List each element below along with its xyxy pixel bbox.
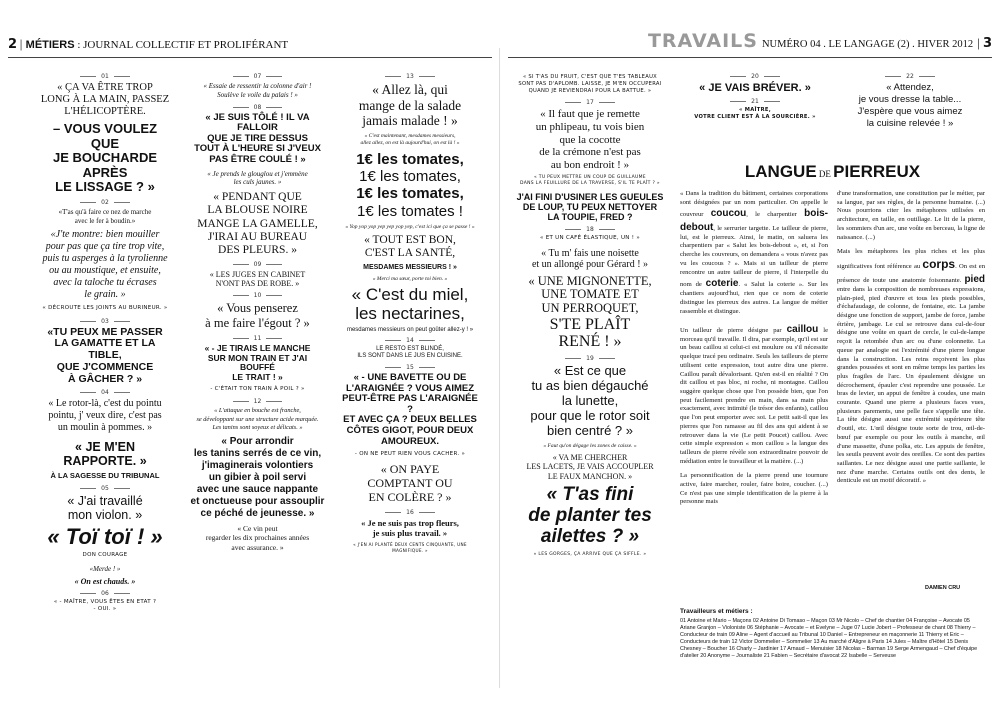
quote-line: UN PERROQUET, [541,301,639,316]
quote-line: de la crémone n'est pas [539,146,641,159]
credits [680,608,980,660]
quote-line: LE RESTO EST BLINDÉ, [376,346,444,353]
text: le morceau qu'il travaille. Il dira, par exemple, qu'il est sur un beau caillou si celui-ci est moulure ou s'il nécessite quelque tracé peu ordinaire. Seuls les tailleurs de pierre utilisent cette expression, tout autre dira une pierre. Caillou paraît dévalorisant. Qu'en est-il en réalité ? On dit caillou et pas bloc, ni roche, ni montagne. Caillou suggère quelque chose que l'on possède bien, que l'on peut facilement prendre en main, dans sa main plus exactement, avec intimité (le trésor des enfants), caillou que l'on peut emporter avec soi. Le petit sait-il que les pierres que l'on ramasse au fil des ans qui aident à se retrouver dans la vie (Le petit Poucet) caillou. Avec cette simple expression « mon caillou » la langue des tailleurs de pierre révèle son extraordinaire pouvoir de médiation entre le travailleur et la matière. (...) [680,326,828,465]
quote-09 [190,270,325,288]
quote-line: AMOUREUX. [380,435,440,447]
quote-line: LA TOUPIE, FRED ? [547,212,633,223]
page-fold [499,48,500,688]
quote-15 [340,373,480,447]
quote-line: 1€ les tomates ! [357,202,463,220]
quote-line: « SI T'AS DU FRUIT, C'EST QUE T'ES TABLEAUX [522,74,658,80]
quote-17-c [515,192,665,222]
quote-line: « J'ai travaillé [67,493,143,508]
quote-number: 16 [340,509,480,516]
quote-line: J'AI FINI D'USINER LES GUEULES [516,192,664,203]
quote-line: « PENDANT QUE [213,191,302,204]
credits-text: 01 Antoine et Mario – Maçons 02 Antoine Di Tomaso – Maçon 03 Mr Nicolo – Chef de chantier 04 Françoise – Avocate 05 Ariane Granjon – Violoniste 06 Stéphanie – Avocate – et Evelyne – Juge 07 Lucie Jobert – Professeur de chant 08 Thierry – Conducteur de train 09 Aline – Agent d'accueil au Tribunal 10 Daniel – Entrepreneur en maçonnerie 11 Thierry et Eric – Conducteurs de train 12 Victor Dommelier – Sommelier 13 Au marché d'Aligre à Paris 14 Jules – Maître d'Hôtel 15 Denis Chesney – Boucher 16 Charly – Jardinier 17 Arnaud – Menuisier 18 Nicolas – Barman 19 Serge Armengaud – Chef d'équipe d'atelier 20 Anonyme – Journaliste 21 Fabien – Secrétaire d'avocat 22 Isabelle – Serveuse [680,618,978,660]
quote-08 [190,113,325,166]
column-3 [340,70,480,558]
paragraph [680,323,828,467]
quote-13-e: MESDAMES MESSIEURS ! » [363,264,457,272]
quote-line: pointu, j' veux dire, c'est pas [48,410,162,422]
text: La personnification de la pierre prend une tournure active, faire marcher, rouler, faire boire, coucher. (...) Ce n'est pas une simple identification de la pierre à la personne mais [680,472,828,506]
quote-line: mange de la salade [358,97,462,113]
quote-line: JE BOUCHARDE APRÈS [52,150,157,180]
quote-line: « - MAÎTRE, VOUS ÊTES EN ETAT ? [53,599,157,606]
quote-line: que la cocotte [559,133,621,146]
quote-line: un gibier à poil servi [208,471,307,483]
quote-05 [40,494,170,523]
quote-number: 07 [190,73,325,80]
quote-line: PAS ÊTRE COULÉ ! » [209,154,306,165]
quote-line: au bon endroit ! » [550,158,630,171]
quote-number: 22 [835,73,985,80]
caption: - ON NE PEUT RIEN VOUS CACHER. » [354,451,466,458]
keyword: pied [964,273,986,285]
left-header: 2 | MÉTIERS : JOURNAL COLLECTIF ET PROLIFÉRANT [8,36,289,52]
quote-number: 03 [40,318,170,325]
quote-line: DE LOUP, TU PEUX NETTOYER [522,202,658,213]
quote-17-intro [515,74,665,94]
quote-line: LA BLOUSE NOIRE [207,204,308,217]
paragraph [680,472,828,507]
quote-12-c [190,524,325,552]
quote-05-title: « JE M'EN RAPPORTE. » [63,440,147,469]
quote-13-d [340,234,480,260]
quote-line: 1€ les tomates, [356,185,464,203]
right-header-rule [508,57,992,58]
quote-number: 12 [190,398,325,405]
keyword: coterie [705,278,739,290]
text: , le charpentier [746,211,797,219]
quote-number: 14 [340,337,480,344]
quote-line: SONT PAS D'APLOMB. LAISSE, JE M'EN OCCUPERAI [518,80,662,87]
quote-19-c [515,453,665,482]
title-word: LANGUE [744,162,817,181]
quote-line: avec assurance. » [231,542,284,552]
quote-06 [40,599,170,613]
quote-line: le grain. » [84,289,126,301]
quote-line: et un allongé pour Gérard ! » [531,259,649,271]
quote-line: et onctueuse pour assouplir [190,495,325,507]
quote-13-prices [340,151,480,220]
quote-19-d [515,485,665,548]
quote-16 [340,518,480,538]
quote-line: «J'te montre: bien mouiller [50,229,160,241]
quote-line: la cuisine relevée ! » [866,117,954,129]
column-1 [40,70,170,619]
quote-line: – VOUS VOULEZ QUE [52,121,158,151]
keyword: caillou [786,323,819,335]
quote-line: N'ONT PAS DE ROBE. » [215,279,300,289]
quote-number: 08 [190,104,325,111]
credits-title: Travailleurs et métiers : [680,608,753,615]
quote-number: 13 [340,73,480,80]
quote-line: « Vous penserez [217,301,298,316]
quote-18-intro: « ET UN CAFÉ ÉLASTIQUE, UN ! » [539,235,640,242]
quote-line: À GÂCHER ? » [67,372,143,385]
text: . « Salut la coterie ». Sur les chantiers aujourd'hui, rien que ce nom de coterie distingue les pierreux des autres. La langue de métier rassemble et distingue. [680,281,828,315]
quote-line: les nectarines, [355,303,465,323]
quote-17 [515,108,665,171]
quote-number: 20 [680,73,830,80]
quote-line: « ÇA VA ÊTRE TROP [57,82,153,93]
quote-line: avec une sauce nappante [196,483,319,495]
caption: « J'EN AI PLANTÉ DEUX CENTS CINQUANTE, UNE MAGNIFIQUE. » [353,542,467,553]
issue-info: NUMÉRO 04 . LE LANGAGE (2) . HIVER 2012 [761,39,974,50]
quote-line: « Tu m' fais une noisette [541,247,639,259]
quote-line: LA GAMATTE ET LA TIBLE, [54,337,156,362]
quote-number: 05 [40,485,170,492]
quote-08-c [190,191,325,257]
quote-02-b [40,229,170,301]
quote-line: « Allez là, qui [372,82,448,97]
quote-line: un moulin à pommes. » [57,422,153,434]
column-5-top [680,70,830,126]
quote-05-subtitle: À LA SAGESSE DU TRIBUNAL [50,471,160,481]
paragraph [680,190,828,317]
quote-line: - OUI. » [93,606,117,613]
quote-18 [515,248,665,271]
quote-13-f: « Merci ma sœur, porte toi bien. » [372,276,448,283]
article-signature: DAMIEN CRU [925,585,961,591]
quote-line: 1€ les tomates, [356,150,464,168]
quote-line: « Ce vin peut [237,523,278,533]
right-page-number: 3 [982,36,992,51]
quote-line: un phlipeau, tu vois bien [535,120,645,133]
quote-line: J'IRAI AU BUREAU [207,230,308,243]
text: « Dans la tradition du bâtiment, certaines corporations sont désignées par un nom particulier. On appelle le couvreur [680,190,828,219]
left-page-number: 2 [8,37,18,52]
quote-line: « - JE TIRAIS LE MANCHE [204,343,311,354]
quote-line: TOUT À L'HEURE SI J'VEUX [194,143,321,155]
quote-line: DES PLEURS. » [218,244,297,256]
quote-04 [40,398,170,434]
quote-18-b [515,275,665,351]
quote-line: UNE TOMATE ET [541,287,639,302]
quote-line: la lunette, [561,392,619,408]
quote-08-b [190,170,325,188]
article-right-column [837,190,985,492]
quote-21 [680,107,830,121]
paragraph [837,248,985,486]
quote-line: CÔTES GIGOT, POUR DEUX [346,425,474,437]
quote-01-reply [40,122,170,195]
quote-line: j'imaginerais volontiers [201,459,314,471]
quote-12 [190,407,325,432]
quote-17-b [515,175,665,187]
quote-number: 11 [190,335,325,342]
quote-line: QUE JE TIRE DESSUS [207,132,308,144]
text: d'une transformation, une constitution par le métier, par sa langue, par ses règles, de la personne humaine. (...) Nous pourrions citer les métaphores utilisées en architecture, en taille, en outillage. Le lit de la pierre, les sommiers d'un arc, une voûte en berceau, la ligne de naissance. (...) [837,190,985,241]
quote-number: 21 [680,98,830,105]
quote-line: « TU PEUX METTRE UN COUP DE GUILLAUME [534,175,646,181]
quote-line: RENÉ ! » [558,333,622,351]
quote-number: 06 [40,590,170,597]
quote-line: pour que le rotor soit [530,407,650,423]
quote-13-c: « Yop yop yop yep yep yop yep, c'est ici que ça se passe ! » [345,223,475,230]
quote-number: 09 [190,261,325,268]
quote-line: tu as bien dégauché [531,377,649,393]
quote-line: LE LISSAGE ? » [55,179,155,195]
quote-line: QUE J'COMMENCE [56,360,154,373]
quote-line: « L'attaque en bouche est franche, [214,407,301,415]
quote-line: « TOUT EST BON, [364,233,456,246]
quote-line: VOTRE CLIENT EST À LA SOURCIÈRE. » [694,114,816,121]
title-word: PIERREUX [833,162,921,181]
quote-line: « MAÎTRE, [738,107,771,114]
quote-number: 17 [515,99,665,106]
quote-number: 04 [40,389,170,396]
quote-05-c: «Merde ! » [89,564,121,573]
quote-line: EN COLÈRE ? » [368,490,452,505]
quote-13-h: mesdames messieurs on peut goûter allez-y ! » [346,327,474,334]
quote-line: MANGE LA GAMELLE, [197,217,318,230]
caption: « DÉCROUTE LES JOINTS AU BURINEUR. » [42,305,168,312]
left-journal-subtitle: : JOURNAL COLLECTIF ET PROLIFÉRANT [74,39,289,51]
quote-line: C'EST LA SANTÉ, [364,247,456,260]
quote-20: « JE VAIS BRÉVER. » [699,82,811,94]
quote-number: 18 [515,226,665,233]
text: entre dans la composition de nombreuses expressions, plain-pied, pied d'œuvre et tous les pieds possibles, d'échafaudage, de colonne, de fontaine, etc. La jambe désigne une fonction de support, jambe de force, jambe étrière, jambage. Le cul se retrouve dans cul-de-four désigne une voûte en quart de cercle, le cul-de-lampe reçoit la retombée d'un arc ou d'une colonnette. La queue par analogie est l'extrémité d'une pierre longue dans la construction. Les reins reçoivent les plus grandes poussées et sont en même temps les parties les plus fragiles de l'arc. Un épaulement désigne un décrochement, épauler c'est reprendre une poussée. Le bras de levier, un appui de fenêtre à coudes, une main courante. Quand une pierre a plusieurs faces vues, plusieurs parements, une pelle face s'appelle une tête. La tête désigne aussi une extrémité supérieure tête d'outil, etc. L'œil désigne toute sorte de trou, œil-de-bœuf par exemple ou pour les outils à manche, œil d'une massette, d'une polka, etc. Les appuis de fenêtre, les seuils peuvent avoir des oreilles. Ce sont des parties saillantes. Le nez désigne aussi une partie saillante, le nez d'une marche. Certains outils ont des dents, le denticule est un motif décoratif. » [837,285,985,485]
quote-line: J'espère que vous aimez [857,105,963,117]
quote-line: avec la taloche tu écrases [53,277,157,289]
keyword: corps [922,256,956,271]
quote-line: ET AVEC ÇA ? DEUX BELLES [343,414,477,426]
quote-line: SUR MON TRAIN ET J'AI BOUFFÉ [207,352,308,373]
column-6-top [835,70,985,134]
quote-01 [40,82,170,118]
quote-line: LE TRAIT ! » [232,371,283,382]
quote-line: « Essaie de ressentir la colonne d'air ! [203,82,312,90]
quote-19 [515,364,665,439]
quote-line: « ON PAYE [380,462,440,477]
text: . On est en présence de toute une anatomie foisonnante. [837,262,986,284]
quote-13 [340,82,480,129]
page-header [0,30,1000,56]
text: Un tailleur de pierre désigne par [680,326,782,334]
quote-line: de planter tes [528,505,652,527]
text: , le serrurier targette. Le tailleur de pierre, lui, est le pierreux. Ainsi, le matin, on saluera les charpentiers par « Salut les bois-debout », et, si l'on cherche les couvreurs, on demandera « vous n'avez pas vu les coucous ? ». Mais si un tailleur de pierre rencontre un autre tailleur de pierre, il l'interpelle du nom de [680,224,828,289]
quote-line: « - UNE BAVETTE OU DE [353,371,467,383]
quote-13-g [340,286,480,323]
quote-line: Soulève le voile du palais ! » [217,90,298,99]
quote-14 [340,346,480,359]
quote-line: bien centré ? » [546,422,633,438]
quote-line: ce péché de jeunesse. » [200,507,315,519]
quote-line: LONG À LA MAIN, PASSEZ [40,94,170,106]
quote-11 [190,344,325,382]
quote-line: allez allez, on est là aujourd'hui, on est là ! » [360,139,460,146]
quote-line: « Pour arrondir [221,435,294,447]
quote-number: 10 [190,292,325,299]
quote-number: 19 [515,355,665,362]
quote-line: PEUT-ÊTRE PAS L'ARAIGNÉE ? [342,393,478,415]
quote-line: « C'est maintenant, mesdames messieurs, [364,132,456,139]
quote-03 [40,327,170,386]
quote-line: avec le fer à boudin.» [74,216,136,225]
quote-number: 15 [340,364,480,371]
article-title [680,162,985,182]
column-2 [190,70,325,556]
quote-line: « Le rotor-là, c'est du pointu [48,398,162,410]
quote-07 [190,82,325,100]
quote-line: « Attendez, [886,82,934,93]
right-journal-title: TRAVAILS [647,30,758,52]
quote-line: «T'as qu'à faire ce nez de marche [58,207,152,216]
quote-05-d: « On est chauds. » [74,577,136,587]
quote-line: LE FAUX MANCHON. » [547,471,633,481]
quote-number: 02 [40,199,170,206]
quote-line: « JE SUIS TÔLÉ ! IL VA FALLOIR [205,111,310,134]
caption: DON COURAGE [82,552,128,559]
quote-line: LES LACETS, JE VAIS ACCOUPLER [526,462,654,472]
quote-12-b [190,436,325,520]
quote-line: ILS SONT DANS LE JUS EN CUISINE. [357,353,463,360]
article-left-column [680,190,828,513]
quote-line: S'TE PLAÎT [549,315,631,333]
quote-line: ou au moustique, et ensuite, [49,265,161,277]
quote-line: DANS LA FEUILLURE DE LA TRAVERSE, S'IL TE PLAÎT ? » [520,181,660,187]
quote-line: «TU PEUX ME PASSER [47,325,163,338]
quote-line: à me faire l'égout ? » [205,316,310,331]
quote-line: Les tanins sont soyeux et délicats. » [212,423,303,431]
quote-22 [835,82,985,130]
paragraph [837,190,985,242]
left-header-rule [8,57,492,58]
quote-line: « Il faut que je remette [540,108,640,121]
quote-line: QUAND JE REVIENDRAI POUR LA BATTUE. » [528,87,652,94]
quote-line: je vous dresse la table... [858,93,962,105]
caption: - C'ÉTAIT TON TRAIN À POIL ? » [210,386,305,393]
quote-line: L'HÉLICOPTÈRE. [64,106,146,118]
quote-line: « Je prends le glouglou et j'emmène [207,169,308,178]
quote-19-b: « Faut qu'on dégage les zones de caisse. » [543,442,637,449]
title-word: DE [816,169,834,179]
quote-line: « T'as fini [546,484,634,506]
quote-line: les culs jaunes. » [233,178,282,187]
quote-line: L'ARAIGNÉE ? VOUS AIMEZ [345,382,475,394]
quote-number: 01 [40,73,170,80]
quote-line: regarder les dix prochaines années [205,533,310,543]
keyword: bois-debout [680,208,828,233]
quote-line: « LES JUGES EN CABINET [209,270,306,280]
quote-line: se développant sur une structure acide marquée. [196,415,319,423]
quote-05-big: « Toï toï ! » [47,524,163,550]
quote-line: je suis plus travail. » [372,528,448,538]
left-journal-title: MÉTIERS [25,39,75,51]
quote-line: « Est ce que [553,362,627,378]
quote-line: 1€ les tomates, [359,168,461,186]
quote-line: COMPTANT OU [367,476,453,491]
quote-line: « UNE MIGNONETTE, [528,273,652,288]
quote-line: jamais malade ! » [362,113,458,129]
quote-line: « Je ne suis pas trop fleurs, [361,517,459,528]
quote-02 [40,208,170,226]
column-4 [515,70,665,563]
quote-15-b [340,463,480,504]
quote-line: les tanins serrés de ce vin, [193,447,322,459]
quote-line: mon violon. » [67,508,143,523]
quote-13-b [340,133,480,147]
text: Mais les métaphores les plus riches et les plus significatives font référence au [837,248,985,270]
quote-line: « VA ME CHERCHER [552,452,628,462]
quote-line: pour pas que ça tire trop vite, [45,241,165,253]
quote-line: puis tu asperges à la tyrolienne [42,253,168,265]
keyword: coucou [710,208,747,220]
right-header: TRAVAILS NUMÉRO 04 . LE LANGAGE (2) . HIVER 2012 | 3 [647,30,992,52]
caption: « LES GORGES, ÇA ARRIVE QUE ÇA SIFFLE. » [533,552,647,558]
quote-line: « C'est du miel, [351,285,469,305]
quote-line: ailettes ? » [540,526,640,548]
quote-10 [190,301,325,331]
